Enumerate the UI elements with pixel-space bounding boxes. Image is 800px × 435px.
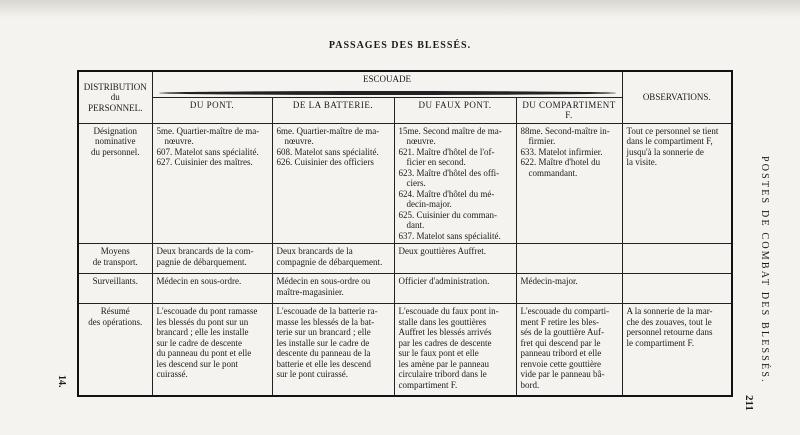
running-head: POSTES DE COMBAT DES BLESSÉS. bbox=[759, 156, 770, 384]
table-cell: Médecin en sous-ordre ou maître-magasinier. bbox=[272, 274, 394, 304]
table-cell: L'escouade du comparti- ment F retire les bles- sés de la gouttière Auf- fret qui descend par le panneau tribord et elle renvoie cette gouttière vide par le panneau bâ- bord. bbox=[516, 304, 622, 396]
observation-cell: A la sonnerie de la mar- che des zouaves, tout le personnel retourne dans le compartiment F. bbox=[622, 304, 732, 396]
table-cell: 6me. Quartier-maître de ma- nœuvre. 608. Matelot sans spécialité. 626. Cuisinier des officiers bbox=[272, 123, 394, 244]
table-cell: Officier d'administration. bbox=[394, 274, 516, 304]
table-cell: 88me. Second-maître in- firmier. 633. Matelot infirmier. 622. Maître d'hotel du commandant. bbox=[516, 123, 622, 244]
header-escouade: ESCOUADE bbox=[152, 71, 622, 97]
observation-cell bbox=[622, 244, 732, 274]
table-cell: 5me. Quartier-maître de ma- nœuvre. 607. Matelot sans spécialité. 627. Cuisinier des maîtres. bbox=[152, 123, 272, 244]
table-row bbox=[78, 244, 732, 274]
row-label: Résumé des opérations. bbox=[78, 304, 152, 396]
table-cell bbox=[516, 244, 622, 274]
table-cell: L'escouade du faux pont in- stalle dans les gouttières Auffret les blessés arrivés par les cadres de descente sur le faux pont et elle les amène par le panneau circulaire tribord dans le compartiment F. bbox=[394, 304, 516, 396]
header-du-pont: DU PONT. bbox=[152, 97, 272, 123]
header-faux-pont: DU FAUX PONT. bbox=[394, 97, 516, 123]
page-number: 211 bbox=[743, 395, 755, 411]
table-row bbox=[78, 123, 732, 244]
header-distribution: DISTRIBUTION du PERSONNEL. bbox=[78, 71, 152, 123]
operations-table bbox=[77, 70, 733, 397]
scan-edge bbox=[0, 0, 800, 18]
table-cell: 15me. Second maître de ma- nœuvre. 621. Maître d'hôtel de l'of- ficier en second. 623. Maître d'hôtel des offi- ciers. 624. Maître d'hôtel du mé- decin-major. 625. Cuisinier du comman- dant. 637. Matelot sans spécialité. bbox=[394, 123, 516, 244]
table-row bbox=[78, 304, 732, 396]
header-compartiment: DU COMPARTIMENT F. bbox=[516, 97, 622, 123]
table-cell: Médecin en sous-ordre. bbox=[152, 274, 272, 304]
row-label: Moyens de transport. bbox=[78, 244, 152, 274]
header-batterie: DE LA BATTERIE. bbox=[272, 97, 394, 123]
observation-cell bbox=[622, 274, 732, 304]
header-observations: OBSERVATIONS. bbox=[622, 71, 732, 123]
facing-page-number: 14. bbox=[56, 375, 67, 388]
page-title: PASSAGES DES BLESSÉS. bbox=[328, 40, 472, 51]
row-label: Surveillants. bbox=[78, 274, 152, 304]
table-cell: Médecin-major. bbox=[516, 274, 622, 304]
row-label: Désignation nominative du personnel. bbox=[78, 123, 152, 244]
table-cell: L'escouade du pont ramasse les blessés du pont sur un brancard ; elle les installe sur le cadre de descente du panneau du pont et elle les descend sur le pont cuirassé. bbox=[152, 304, 272, 396]
table-cell: Deux gouttières Auffret. bbox=[394, 244, 516, 274]
brace-rule bbox=[159, 91, 616, 95]
observation-cell: Tout ce personnel se tient dans le compartiment F, jusqu'à la sonnerie de la visite. bbox=[622, 123, 732, 244]
table-cell: Deux brancards de la com- pagnie de débarquement. bbox=[152, 244, 272, 274]
table-row bbox=[78, 274, 732, 304]
table-cell: L'escouade de la batterie ra- masse les blessés de la bat- terie sur un brancard ; elle les installe sur le cadre de descente du panneau de la batterie et elle les descend sur le pont cuirassé. bbox=[272, 304, 394, 396]
table-cell: Deux brancards de la compagnie de débarquement. bbox=[272, 244, 394, 274]
